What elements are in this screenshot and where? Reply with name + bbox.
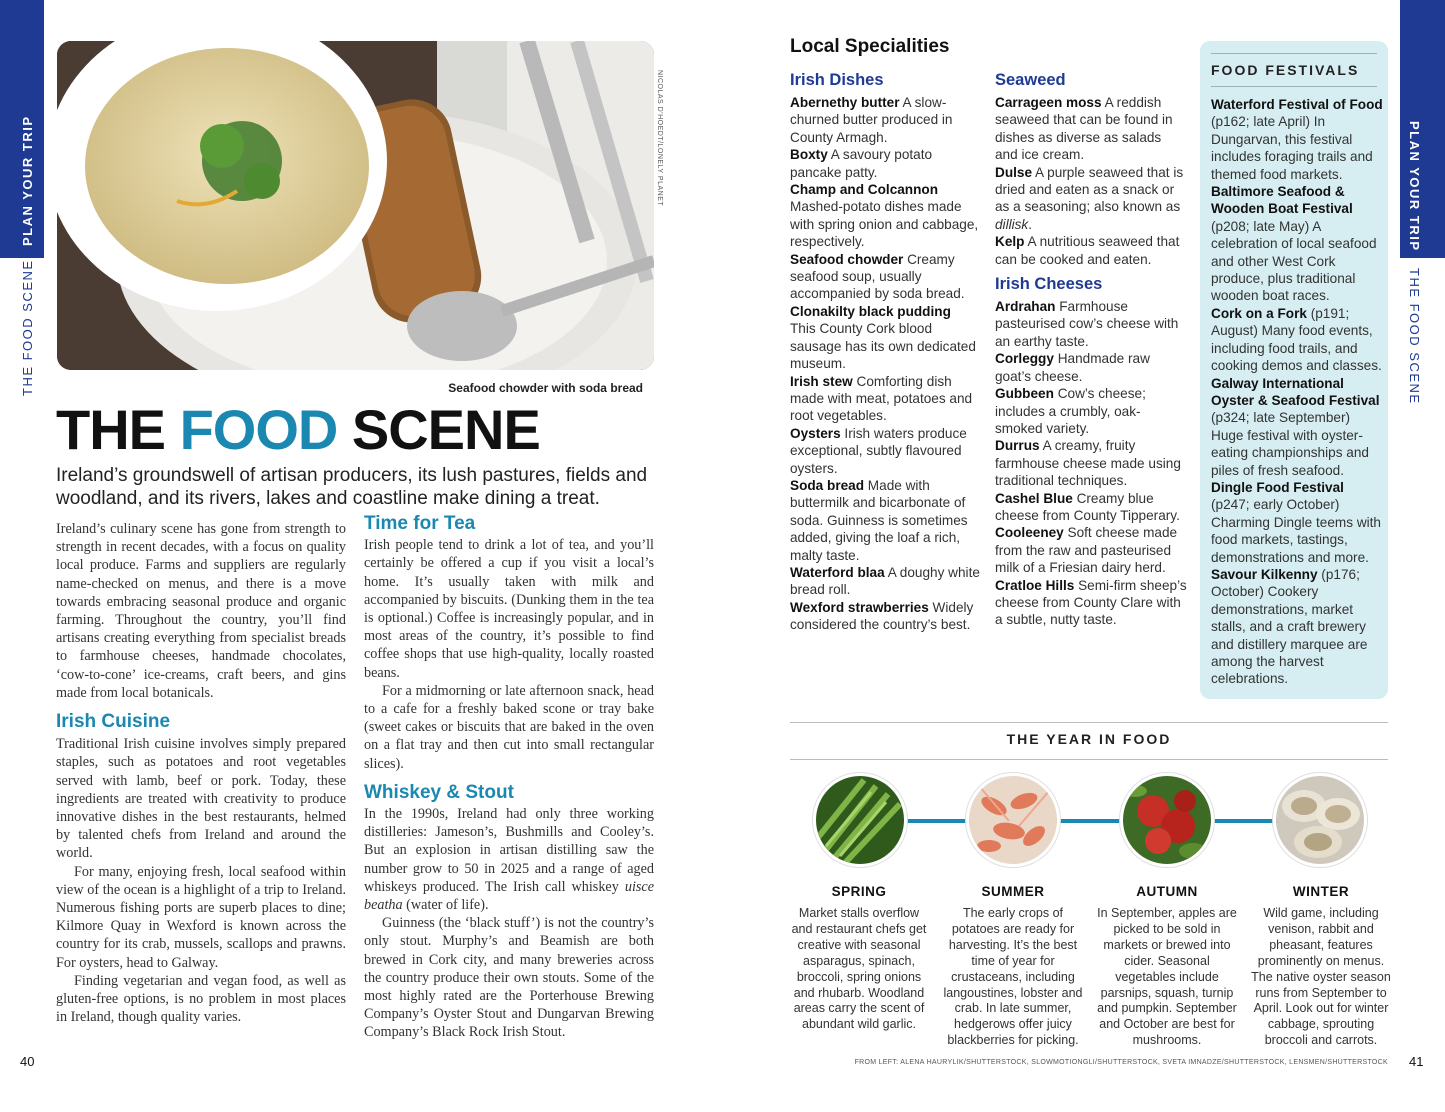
asparagus-illustration (816, 776, 904, 864)
season-spring (789, 884, 929, 1033)
time-for-tea-heading: Time for Tea (364, 513, 476, 534)
whiskey-stout-heading: Whiskey & Stout (364, 781, 514, 803)
dish-desc: Irish waters produce exceptional, subtly flavoured oysters. (790, 425, 967, 476)
photo-caption: Seafood chowder with soda bread (448, 381, 643, 395)
intro-paragraph: Ireland’s culinary scene has gone from strength to strength in recent decades, with a focus on quality local produce. Farms and suppliers are regularly name-checked on menus, and there is a move towards embracing seasonal produce and organic farming. Throughout the country, you’ll find artisans creating everything from specialist breads to farmhouse cheeses, handmade chocolates, ‘cow-to-cone’ ice-creams, craft beers, and gins made from local botanicals. (56, 521, 346, 701)
seaweed-item (995, 164, 1187, 234)
oysters-illustration (1276, 776, 1364, 864)
title-highlight: FOOD (179, 398, 338, 461)
festivals-top-rule (1211, 53, 1377, 54)
seaweed-desc: A purple seaweed that is dried and eaten as a snack or as a seasoning; also known as (995, 164, 1184, 215)
page-number-right: 41 (1409, 1054, 1424, 1069)
seaweed-heading: Seaweed (995, 71, 1066, 89)
winter-oysters-photo (1273, 773, 1367, 867)
spring-asparagus-photo (813, 773, 907, 867)
food-festivals-list (1211, 96, 1383, 688)
dish-item (790, 477, 980, 564)
season-winter (1251, 884, 1391, 1049)
cheese-name: Corleggy (995, 351, 1054, 367)
festival-item (1211, 479, 1383, 566)
cheese-name: Durrus (995, 438, 1040, 454)
cuisine-paragraph-3: Finding vegetarian and vegan food, as well as gluten-free options, is no problem in most places in Ireland, though quality varies. (56, 972, 346, 1026)
season-photo-credit: FROM LEFT: ALENA HAURYLIK/SHUTTERSTOCK, SLOWMOTIONGLI/SHUTTERSTOCK, SVETA IMNADZE/SHUTTERSTOCK, LENSMEN/SHUTTERSTOCK (854, 1059, 1388, 1066)
festival-name: Waterford Festival of Food (1211, 97, 1383, 112)
dish-desc: Made with buttermilk and bicarbonate of soda. Guinness is sometimes added, giving the loaf a rich, malty taste. (790, 477, 968, 563)
column-2 (364, 515, 654, 1042)
festival-desc: (p176; October) Cookery demonstrations, market stalls, and a craft brewery and distillery marquee are among the harvest celebrations. (1211, 566, 1368, 687)
irish-dishes-heading: Irish Dishes (790, 71, 884, 89)
festival-desc: (p191; August) Many food events, including food trails, and cooking demos and classes. (1211, 305, 1382, 374)
chowder-illustration (57, 41, 654, 370)
langoustine-illustration (969, 776, 1057, 864)
dish-name: Oysters (790, 425, 841, 441)
dish-desc: Mashed-potato dishes made with spring onion and cabbage, respectively. (790, 199, 979, 250)
festival-item (1211, 305, 1383, 375)
seaweed-name: Kelp (995, 234, 1025, 250)
seaweed-italic: dillisk (995, 216, 1029, 232)
dish-item (790, 425, 980, 477)
tea-paragraph-2: For a midmorning or late afternoon snack, head to a cafe for a freshly baked scone or tray bake (sweet cakes or biscuits that are baked in the oven on a flat tray and then cut into small rectangular slices). (364, 682, 654, 772)
year-top-rule (790, 722, 1388, 723)
autumn-apples-photo (1120, 773, 1214, 867)
festival-desc: (p162; late April) In Dungarvan, this festival includes foraging trails and themed food markets. (1211, 114, 1373, 182)
dish-item (790, 303, 980, 373)
cheese-name: Cashel Blue (995, 490, 1073, 506)
cheese-item (995, 350, 1187, 385)
festivals-bottom-rule (1211, 86, 1377, 87)
cheese-item (995, 385, 1187, 437)
season-description: Market stalls overflow and restaurant chefs get creative with seasonal asparagus, spinach, broccoli, spring onions and rhubarb. Woodland areas carry the scent of abundant wild garlic. (791, 906, 927, 1032)
season-name: AUTUMN (1136, 884, 1198, 899)
cheese-name: Cratloe Hills (995, 577, 1075, 593)
title-part2: SCENE (337, 398, 540, 461)
season-description: Wild game, including venison, rabbit and pheasant, features prominently on menus. The native oyster season runs from September to April. Look out for winter cabbage, sprouting broccoli and carrots. (1251, 906, 1391, 1048)
cuisine-paragraph-2: For many, enjoying fresh, local seafood within view of the ocean is a highlight of a trip to Ireland. Numerous fishing ports are superb places to dine; Kilmore Quay in Wexford is known across the country for its crab, mussels, scallops and prawns. For oysters, head to Galway. (56, 863, 346, 971)
dish-name: Waterford blaa (790, 564, 885, 580)
cheese-desc: Creamy blue cheese from County Tipperary. (995, 490, 1180, 523)
festival-item (1211, 183, 1383, 305)
season-description: The early crops of potatoes are ready for harvesting. It’s the best time of year for crustaceans, including langoustines, lobster and crab. In late summer, hedgerows offer juicy blackberries for picking. (943, 906, 1083, 1048)
whiskey-text-b: (water of life). (402, 897, 489, 914)
irish-cheeses-heading: Irish Cheeses (995, 275, 1103, 294)
year-bottom-rule (790, 759, 1388, 760)
seaweed-desc: A nutritious seaweed that can be cooked and eaten. (995, 234, 1180, 267)
dish-desc: A slow-churned butter produced in County Armagh. (790, 95, 953, 145)
festival-desc: (p324; late September) Huge festival with oyster-eating championships and piles of fresh seafood. (1211, 410, 1369, 478)
irish-dishes-column (790, 71, 980, 634)
dish-desc: A savoury potato pancake patty. (790, 147, 933, 180)
seafood-chowder-photo (57, 41, 654, 370)
local-specialities-heading: Local Specialities (790, 36, 950, 57)
column-1 (56, 520, 346, 1026)
season-autumn (1097, 884, 1237, 1049)
dish-desc: This County Cork blood sausage has its own dedicated museum. (790, 321, 976, 372)
left-chapter-label: THE FOOD SCENE (20, 259, 35, 396)
seaweed-desc: A reddish seaweed that can be found in dishes as diverse as salads and ice cream. (995, 95, 1173, 163)
whiskey-italic: uisce beatha (364, 878, 654, 914)
dish-name: Boxty (790, 147, 828, 163)
season-summer (943, 884, 1083, 1049)
seaweed-name: Carrageen moss (995, 95, 1102, 110)
season-description: In September, apples are picked to be sold in markets or brewed into cider. Seasonal vegetables include parsnips, squash, turnip and pumpkin. September and October are best for mushrooms. (1097, 906, 1237, 1048)
whiskey-paragraph-1 (364, 805, 654, 914)
cheese-desc: A creamy, fruity farmhouse cheese made using traditional techniques. (995, 438, 1181, 489)
page-title (56, 398, 540, 462)
irish-cuisine-heading: Irish Cuisine (56, 711, 171, 733)
dish-item (790, 251, 980, 303)
dish-name: Champ and Colcannon (790, 182, 939, 198)
dish-item (790, 564, 980, 599)
festival-item (1211, 96, 1383, 183)
cheese-name: Gubbeen (995, 386, 1054, 402)
dish-item (790, 94, 980, 146)
dish-name: Seafood chowder (790, 251, 904, 267)
cheese-desc: Cow’s cheese; includes a crumbly, oak-smoked variety. (995, 386, 1146, 436)
summer-langoustine-photo (966, 773, 1060, 867)
festival-name: Cork on a Fork (1211, 305, 1307, 321)
cheese-item (995, 577, 1187, 629)
lede: Ireland’s groundswell of artisan producers, its lush pastures, fields and woodland, and its rivers, lakes and coastline make dining a treat. (56, 465, 648, 509)
dish-item (790, 146, 980, 181)
dish-desc: Comforting dish made with meat, potatoes and root vegetables. (790, 373, 973, 424)
cheese-item (995, 298, 1187, 350)
festival-item (1211, 566, 1383, 688)
festival-name: Savour Kilkenny (1211, 566, 1318, 582)
seaweed-item (995, 94, 1187, 164)
food-festivals-heading: FOOD FESTIVALS (1211, 62, 1360, 78)
right-section-label: PLAN YOUR TRIP (1407, 121, 1422, 252)
cheese-desc: Farmhouse pasteurised cow’s cheese with an earthy taste. (995, 299, 1179, 349)
irish-cheeses-list (995, 298, 1187, 629)
season-name: SUMMER (981, 884, 1045, 899)
festival-item (1211, 375, 1383, 479)
dish-item (790, 373, 980, 425)
cheese-name: Ardrahan (995, 299, 1056, 315)
dish-name: Abernethy butter (790, 95, 900, 110)
festival-desc: (p208; late May) A celebration of local seafood and other West Cork produce, plus traditional wooden boat races. (1211, 218, 1377, 304)
whiskey-text-a: In the 1990s, Ireland had only three working distilleries: Jameson’s, Bushmills and Cooley’s. But an explosion in artisan distilling saw the number grow to 50 in 2025 and a range of aged whiskeys produced. The Irish call whiskey (364, 806, 654, 895)
seaweed-list (995, 94, 1187, 268)
cheese-item (995, 437, 1187, 489)
cheese-desc: Semi-firm sheep’s cheese from County Clare with a subtle, nutty taste. (995, 577, 1187, 628)
dish-name: Irish stew (790, 373, 853, 389)
left-section-label: PLAN YOUR TRIP (20, 115, 35, 246)
dish-name: Soda bread (790, 477, 865, 493)
dish-desc: A doughy white bread roll. (790, 564, 980, 598)
photo-credit: NICOLAS D'HOEDT/LONELY PLANET (656, 70, 663, 207)
cheese-item (995, 524, 1187, 576)
right-chapter-label: THE FOOD SCENE (1407, 268, 1422, 405)
cheese-name: Cooleeney (995, 525, 1064, 541)
seaweed-tail: . (1028, 216, 1033, 232)
season-timeline (860, 819, 1322, 823)
festival-desc: (p247; early October) Charming Dingle teems with food markets, tastings, demonstrations and more. (1211, 497, 1381, 565)
cheese-item (995, 490, 1187, 525)
season-name: SPRING (831, 884, 887, 899)
dish-name: Clonakilty black pudding (790, 303, 951, 319)
dish-desc: Creamy seafood soup, usually accompanied by soda bread. (790, 251, 965, 302)
season-name: WINTER (1292, 884, 1350, 899)
festival-name: Baltimore Seafood & Wooden Boat Festival (1211, 184, 1353, 217)
whiskey-paragraph-2: Guinness (the ‘black stuff’) is not the country’s only stout. Murphy’s and Beamish are both brewed in Cork city, and many breweries across the country produce their own stouts. Some of the most highly rated are the Porterhouse Brewing Company’s Oyster Stout and Dungarvan Brewing Company’s Black Rock Irish Stout. (364, 915, 654, 1041)
year-in-food-heading: THE YEAR IN FOOD (1006, 731, 1172, 747)
festival-name: Galway International Oyster & Seafood Festival (1211, 375, 1380, 408)
page-number-left: 40 (20, 1054, 35, 1069)
title-part1: THE (56, 398, 180, 461)
festival-name: Dingle Food Festival (1211, 479, 1344, 495)
irish-dishes-list (790, 94, 980, 634)
seaweed-name: Dulse (995, 164, 1033, 180)
dish-item (790, 181, 980, 251)
seaweed-cheese-column (995, 71, 1187, 629)
tea-paragraph-1: Irish people tend to drink a lot of tea, and you’ll certainly be offered a cup if you visit a local’s home. It’s usually taken with milk and accompanied by biscuits. (Dunking them in the tea is optional.) Coffee is increasingly popular, and in most areas of the country, it’s possible to find coffee shops that use high-quality, locally roasted beans. (364, 537, 654, 681)
seaweed-item (995, 233, 1187, 268)
cuisine-paragraph-1: Traditional Irish cuisine involves simply prepared staples, such as potatoes and root vegetables served with lamb, beef or pork. Today, these ingredients are treated with creativity to produce innovative dishes in the best restaurants, helmed by talented chefs from Ireland and around the world. (56, 736, 346, 862)
apples-illustration (1123, 776, 1211, 864)
dish-desc: Widely considered the country’s best. (790, 599, 974, 633)
dish-item (790, 599, 980, 634)
cheese-desc: Soft cheese made from the raw and pasteurised milk of a Friesian dairy herd. (995, 525, 1178, 576)
dish-name: Wexford strawberries (790, 599, 929, 615)
cheese-desc: Handmade raw goat’s cheese. (995, 351, 1150, 384)
